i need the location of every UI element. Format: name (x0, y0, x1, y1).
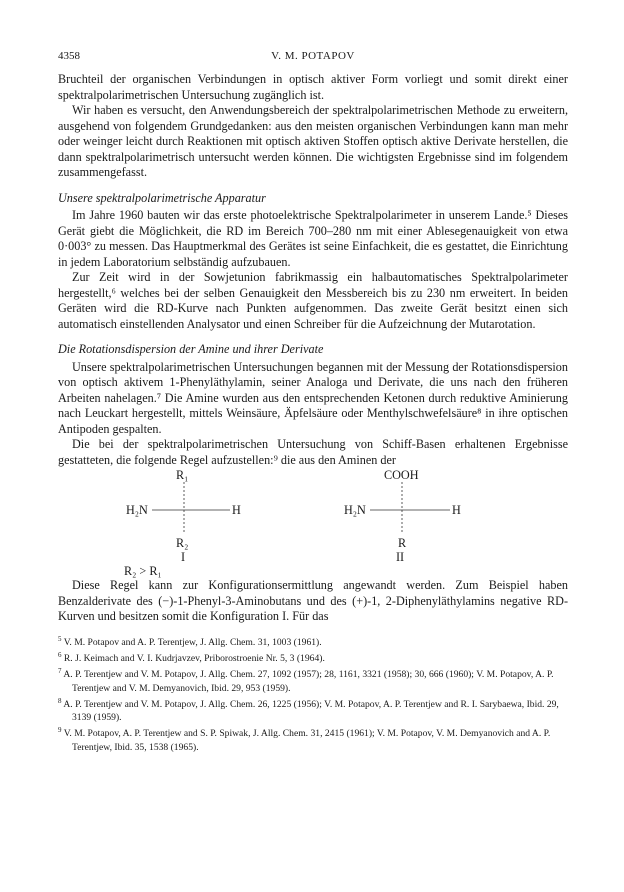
paragraph-amines-2: Die bei der spektralpolarimetrischen Untersuchung von Schiff-Basen erhaltenen Ergebnisse gestatteten, die folgende Regel aufzustellen:⁹ die aus den Aminen der (58, 437, 568, 467)
footnote-text: R. J. Keimach and V. I. Kudrjavzev, Priborostroenie Nr. 5, 3 (1964). (63, 653, 325, 665)
paragraph-configuration: Diese Regel kann zur Konfigurationsermittlung angewandt werden. Zum Beispiel haben Benzalderivate des (−)-1-Phenyl-3-Aminobutans und des (+)-1, 2-Diphenyläthylamins negative RD-Kurven und besitzen somit die Konfiguration I. Für das (58, 578, 568, 623)
footnote-text: V. M. Potapov, A. P. Terentjew and S. P. Spiwak, J. Allg. Chem. 31, 2415 (1961); V. M. Potapov, V. M. Demyanovich and A. P. Terentjew, Ibid. 35, 1538 (1965). (63, 728, 551, 753)
footnotes (58, 633, 568, 755)
paragraph-intro: Wir haben es versucht, den Anwendungsbereich der spektralpolarimetrischen Methode zu erweitern, ausgehend von folgendem Grundgedanken: aus den meisten organischen Verbindungen kann man mehr oder weinger leicht durch Reaktionen mit optisch aktiven Stoffen optisch aktive Derivate herstellen, die dann spektralpolarimetrisch untersucht werden können. Die wichtigsten Ergebnisse sind im folgendem zusammengefasst. (58, 103, 568, 179)
formula-1-left: H₂N (126, 503, 148, 517)
footnote-mark: 5 (58, 634, 62, 643)
footnote (58, 649, 568, 665)
section-heading-amines: Die Rotationsdispersion der Amine und ihrer Derivate (58, 342, 324, 356)
footnote-mark: 7 (58, 667, 62, 676)
paragraph-apparatus-2: Zur Zeit wird in der Sowjetunion fabrikmassig ein halbautomatisches Spektralpolarimeter hergestellt,⁶ welches bei der selben Genauigkeit den Messbereich bis zu 230 nm erweitert. In beiden Geräten wird die RD-Kurve nach Punkten aufgenommen. Das zweite Gerät besitzt einen sich automatisch einstellenden Analysator und einen Schreiber für die Aufzeichnung der Mutarotation. (58, 270, 568, 331)
section-heading-apparatus: Unsere spektralpolarimetrische Apparatur (58, 190, 266, 205)
formula-1-numeral: I (181, 550, 186, 564)
formula-1-bottom: R₂ (176, 536, 189, 550)
footnote-mark: 6 (58, 650, 62, 659)
footnote-mark: 9 (58, 726, 62, 735)
page-number: 4358 (58, 50, 80, 62)
formula-2-bottom: R (398, 536, 407, 550)
formula-1-top: R₁ (176, 468, 189, 482)
footnote-text: V. M. Potapov and A. P. Terentjew, J. Allg. Chem. 31, 1003 (1961). (63, 636, 322, 648)
footnote-text: A. P. Terentjew and V. M. Potapov, J. Allg. Chem. 26, 1225 (1956); V. M. Potapov, A. P. Terentjew and R. I. Sarybaewa, Ibid. 29, 3139 (1959). (63, 699, 559, 724)
footnote (58, 665, 568, 695)
footnote (58, 695, 568, 725)
journal-page (58, 50, 568, 754)
page-header (58, 50, 568, 72)
formula-2-top: COOH (384, 468, 419, 482)
formula-rule: R₂ > R₁ (124, 564, 162, 578)
formula-2-left: H₂N (344, 503, 366, 517)
formula-2-numeral: II (396, 550, 405, 564)
footnote-mark: 8 (58, 696, 62, 705)
paragraph-amines-1: Unsere spektralpolarimetrischen Untersuchungen begannen mit der Messung der Rotationsdispersion von optisch aktivem 1-Phenyläthylamin, seiner Analoga und Derivate, die uns nach den früheren Arbeiten nahelagen.⁷ Die Amine wurden aus den entsprechenden Ketonen durch reduktive Aminierung nach Leuckart hergestellt, mittels Weinsäure, Äpfelsäure oder Menthylschwefelsäure⁸ in ihre optischen Antipoden gespalten. (58, 359, 568, 436)
fischer-projection-lines (58, 468, 568, 578)
footnote (58, 724, 568, 754)
paragraph-continuation: Bruchteil der organischen Verbindungen in optisch aktiver Form vorliegt und somit direkt einer spektralpolarimetrischen Untersuchung zugänglich ist. (58, 72, 568, 102)
footnote-text: A. P. Terentjew and V. M. Potapov, J. Allg. Chem. 27, 1092 (1957); 28, 1161, 3321 (1958); 30, 666 (1960); V. M. Potapov, A. P. Terentjew and V. M. Demyanovich, Ibid. 29, 953 (1959). (63, 669, 554, 694)
paragraph-apparatus-1: Im Jahre 1960 bauten wir das erste photoelektrische Spektralpolarimeter in unserem Lande.⁵ Dieses Gerät giebt die Möglichkeit, die RD im Bereich 700–280 nm mit einer Ablesegenauigkeit von etwa 0·003° zu messen. Das Hauptmerkmal des Gerätes ist seine Einfachkeit, die es gestattet, die Einrichtung in jedem Laboratorium selbständig aufzubauen. (58, 208, 568, 269)
formula-2-right: H (452, 503, 461, 517)
formula-1-right: H (232, 503, 241, 517)
running-head: V. M. POTAPOV (271, 50, 355, 62)
footnote (58, 633, 568, 649)
fischer-projection-figure (58, 468, 568, 578)
